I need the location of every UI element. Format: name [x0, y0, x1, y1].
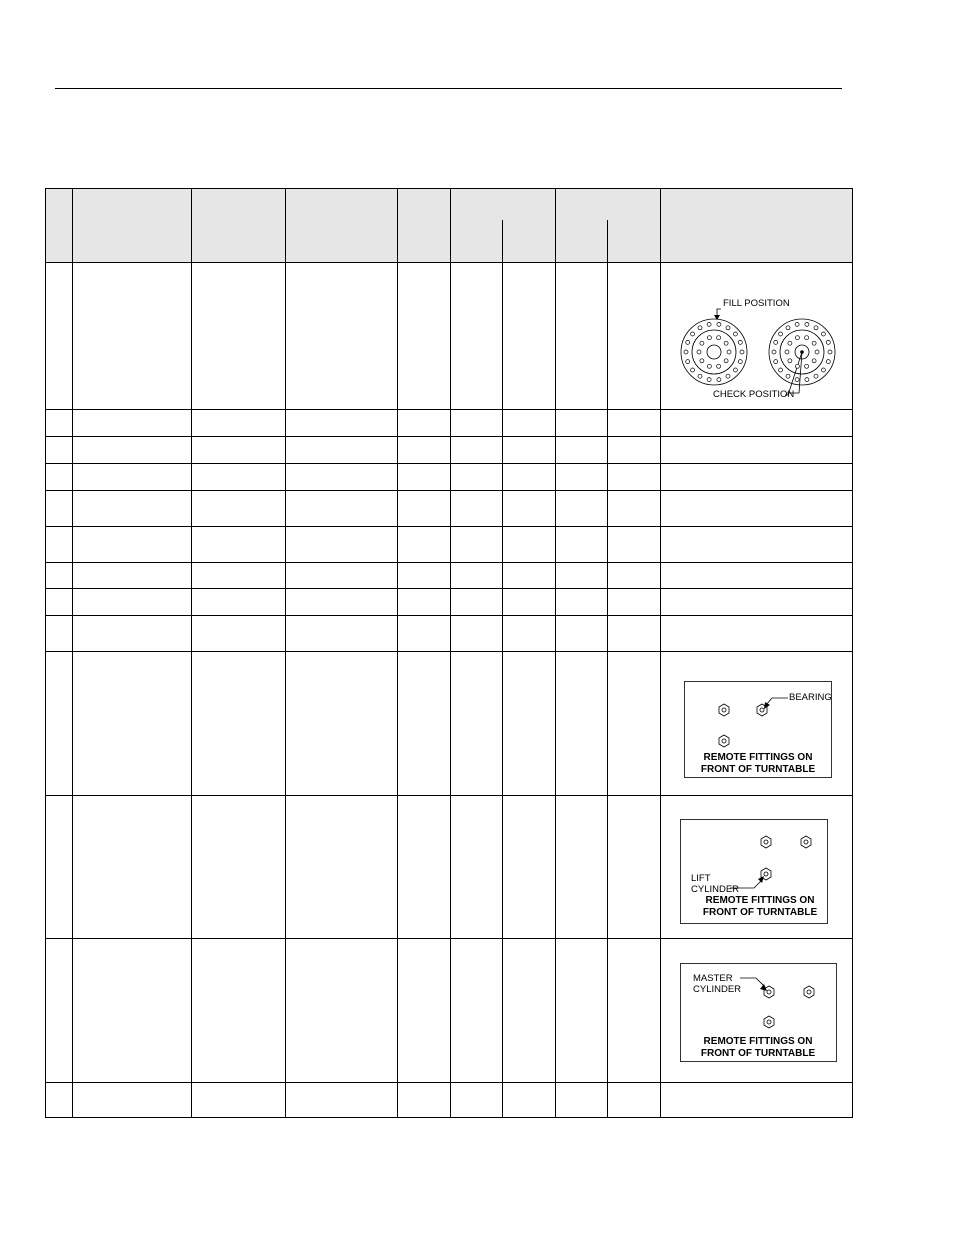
- bolt-hole: [726, 374, 730, 378]
- bolt-hole: [686, 360, 690, 364]
- caption-line-2: FRONT OF TURNTABLE: [702, 907, 818, 918]
- bolt-hole: [821, 332, 825, 336]
- lift-cylinder-fittings-figure: [680, 819, 828, 924]
- caption-line-1: REMOTE FITTINGS ON: [703, 1036, 813, 1047]
- bolt-hole: [828, 350, 832, 354]
- bolt-hole: [724, 341, 728, 345]
- bolt-hole: [795, 336, 799, 340]
- table-border-top: [45, 188, 853, 189]
- row-divider: [45, 409, 853, 410]
- table-border-bottom: [45, 1117, 853, 1118]
- column-divider: [450, 188, 451, 1118]
- table-border-right: [852, 188, 853, 1118]
- caption-line-1: REMOTE FITTINGS ON: [705, 895, 815, 906]
- bolt-hole: [700, 359, 704, 363]
- bolt-hole: [697, 350, 701, 354]
- row-divider: [45, 262, 853, 263]
- row-divider: [45, 795, 853, 796]
- bolt-hole: [805, 336, 809, 340]
- bolt-hole: [738, 340, 742, 344]
- column-divider: [72, 188, 73, 1118]
- check-position-label: CHECK POSITION: [713, 389, 795, 400]
- bolt-hole: [814, 374, 818, 378]
- row-divider: [45, 588, 853, 589]
- bolt-hole: [826, 360, 830, 364]
- bolt-hole: [726, 326, 730, 330]
- lift-callout-line-1: LIFT: [691, 873, 711, 884]
- bolt-hole: [691, 332, 695, 336]
- row-divider: [45, 463, 853, 464]
- bolt-hole: [717, 378, 721, 382]
- bolt-hole: [698, 374, 702, 378]
- bolt-hole: [826, 340, 830, 344]
- bolt-hole: [717, 364, 721, 368]
- gear-oil-diagram: [675, 293, 845, 401]
- master-callout-line-1: MASTER: [693, 973, 733, 984]
- bolt-hole: [786, 374, 790, 378]
- sub-column-divider: [607, 220, 608, 1118]
- bolt-hole: [805, 322, 809, 326]
- lift-callout-line-2: CYLINDER: [691, 884, 740, 895]
- column-divider: [555, 188, 556, 1118]
- caption-line-2: FRONT OF TURNTABLE: [700, 1048, 816, 1059]
- bearing-callout: BEARING: [789, 692, 832, 703]
- bolt-hole: [779, 368, 783, 372]
- bolt-hole: [774, 340, 778, 344]
- bolt-hole: [774, 360, 778, 364]
- bolt-hole: [812, 341, 816, 345]
- row-divider: [45, 526, 853, 527]
- bolt-hole: [686, 340, 690, 344]
- bolt-hole: [821, 368, 825, 372]
- bolt-hole: [805, 364, 809, 368]
- bolt-hole: [795, 322, 799, 326]
- bolt-hole: [707, 336, 711, 340]
- bolt-hole: [785, 350, 789, 354]
- bolt-hole: [795, 364, 799, 368]
- bolt-hole: [724, 359, 728, 363]
- row-divider: [45, 562, 853, 563]
- bolt-hole: [684, 350, 688, 354]
- column-divider: [397, 188, 398, 1118]
- column-divider: [660, 188, 661, 1118]
- bolt-hole: [814, 326, 818, 330]
- bolt-hole: [707, 378, 711, 382]
- bolt-hole: [805, 378, 809, 382]
- row-divider: [45, 436, 853, 437]
- row-divider: [45, 1082, 853, 1083]
- bolt-hole: [795, 378, 799, 382]
- fill-position-label: FILL POSITION: [723, 298, 790, 309]
- bolt-hole: [717, 336, 721, 340]
- bolt-hole: [788, 359, 792, 363]
- master-cylinder-fittings-figure: [680, 963, 837, 1062]
- bolt-hole: [733, 332, 737, 336]
- header-rule: [55, 88, 842, 89]
- table-border-left: [45, 188, 46, 1118]
- row-divider: [45, 490, 853, 491]
- bolt-hole: [733, 368, 737, 372]
- column-divider: [191, 188, 192, 1118]
- bolt-hole: [815, 350, 819, 354]
- bolt-hole: [717, 322, 721, 326]
- caption-line-2: FRONT OF TURNTABLE: [700, 764, 816, 775]
- bolt-hole: [772, 350, 776, 354]
- bolt-hole: [700, 341, 704, 345]
- bolt-hole: [727, 350, 731, 354]
- table-header: [45, 188, 853, 262]
- sub-column-divider: [502, 220, 503, 1118]
- bolt-hole: [707, 364, 711, 368]
- bolt-hole: [707, 322, 711, 326]
- row-divider: [45, 651, 853, 652]
- bolt-hole: [788, 341, 792, 345]
- column-divider: [285, 188, 286, 1118]
- bolt-hole: [698, 326, 702, 330]
- caption-line-1: REMOTE FITTINGS ON: [703, 752, 813, 763]
- bolt-hole: [740, 350, 744, 354]
- bolt-hole: [812, 359, 816, 363]
- bolt-hole: [779, 332, 783, 336]
- row-divider: [45, 938, 853, 939]
- master-callout-line-2: CYLINDER: [693, 984, 742, 995]
- bolt-hole: [786, 326, 790, 330]
- bearing-fittings-figure: [684, 681, 832, 778]
- row-divider: [45, 615, 853, 616]
- bolt-hole: [691, 368, 695, 372]
- bolt-hole: [738, 360, 742, 364]
